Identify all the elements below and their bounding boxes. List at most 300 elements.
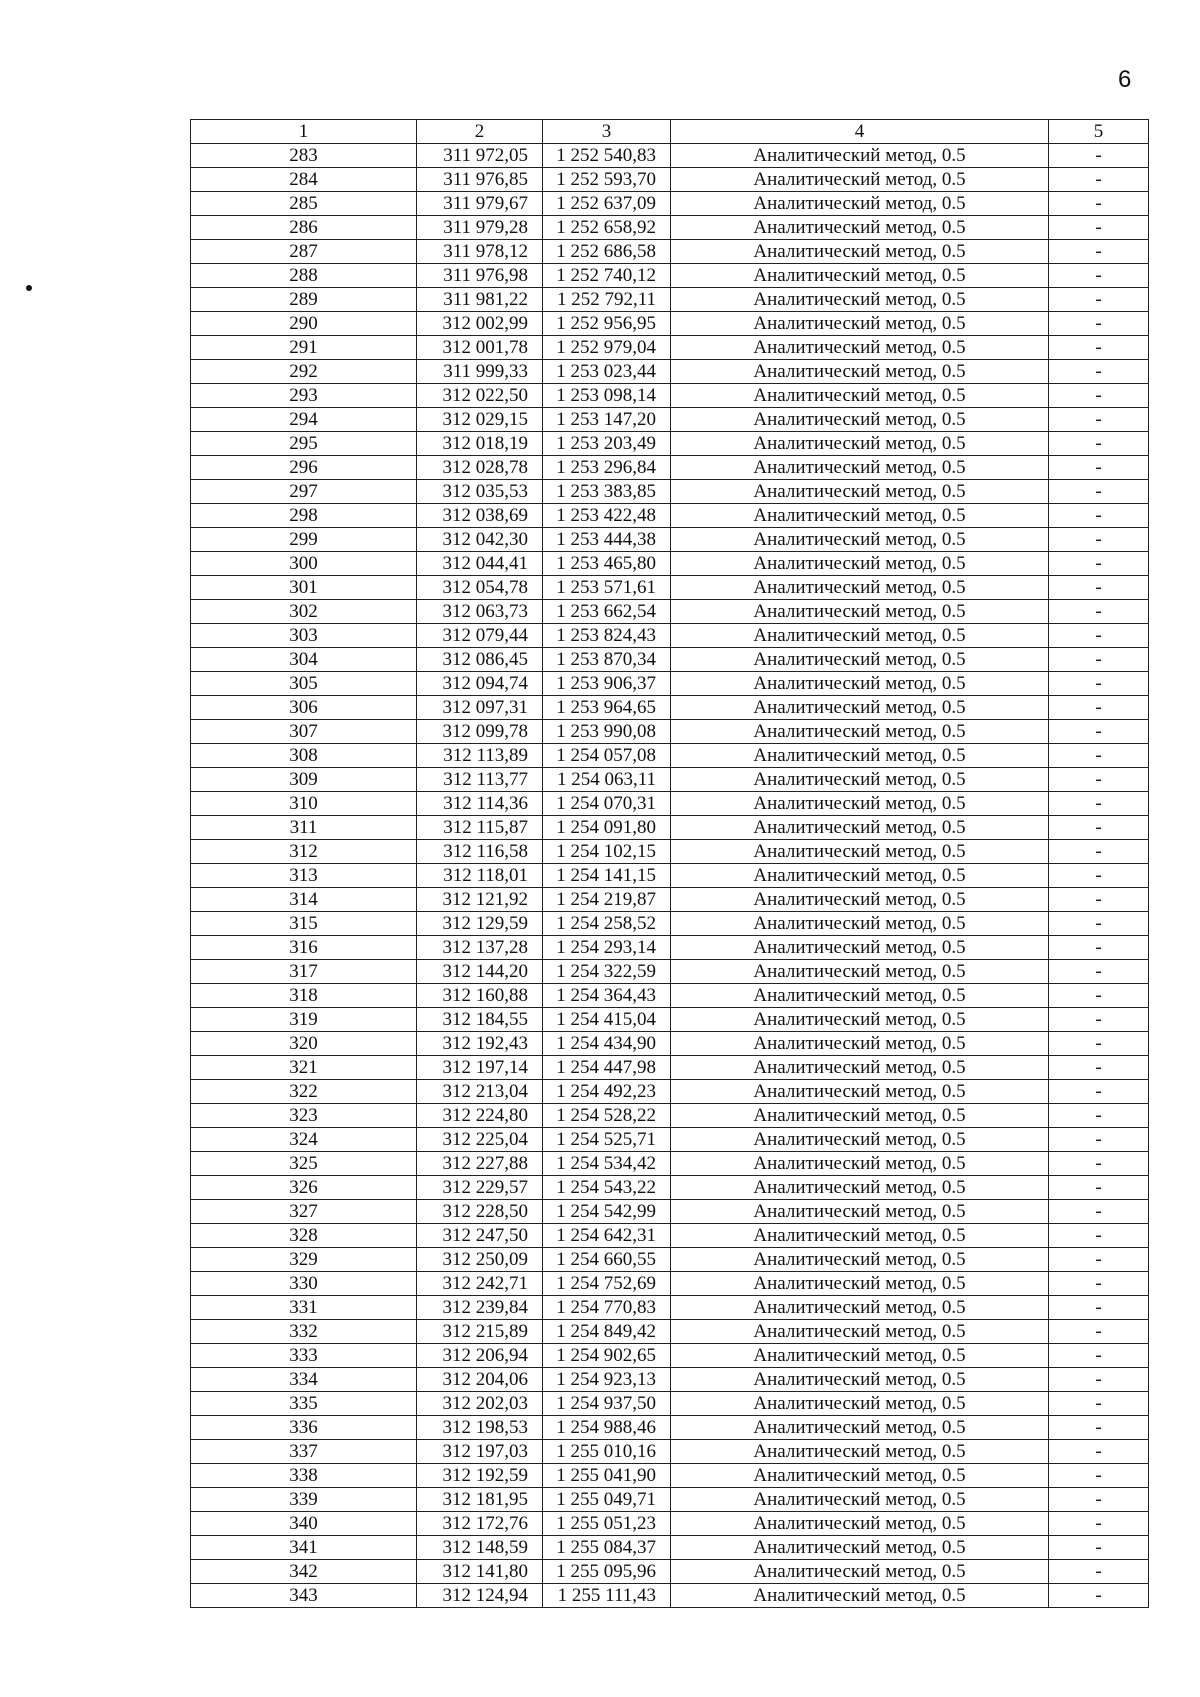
method-cell: Аналитический метод, 0.5 xyxy=(671,528,1049,552)
x-coordinate-cell: 312 141,80 xyxy=(417,1560,543,1584)
method-cell: Аналитический метод, 0.5 xyxy=(671,1416,1049,1440)
method-cell: Аналитический метод, 0.5 xyxy=(671,1152,1049,1176)
x-coordinate-cell: 312 001,78 xyxy=(417,336,543,360)
remark-cell: - xyxy=(1049,1200,1149,1224)
x-coordinate-cell: 312 038,69 xyxy=(417,504,543,528)
point-number-cell: 316 xyxy=(191,936,417,960)
table-row xyxy=(191,1584,1149,1608)
x-coordinate-cell: 312 202,03 xyxy=(417,1392,543,1416)
table-row xyxy=(191,384,1149,408)
remark-cell: - xyxy=(1049,792,1149,816)
x-coordinate-cell: 311 976,85 xyxy=(417,168,543,192)
x-coordinate-cell: 312 018,19 xyxy=(417,432,543,456)
x-coordinate-cell: 312 022,50 xyxy=(417,384,543,408)
table-row xyxy=(191,1104,1149,1128)
y-coordinate-cell: 1 252 658,92 xyxy=(543,216,671,240)
method-cell: Аналитический метод, 0.5 xyxy=(671,312,1049,336)
method-cell: Аналитический метод, 0.5 xyxy=(671,1200,1049,1224)
table-row xyxy=(191,504,1149,528)
method-cell: Аналитический метод, 0.5 xyxy=(671,672,1049,696)
remark-cell: - xyxy=(1049,1128,1149,1152)
table-row xyxy=(191,360,1149,384)
x-coordinate-cell: 312 113,77 xyxy=(417,768,543,792)
method-cell: Аналитический метод, 0.5 xyxy=(671,816,1049,840)
method-cell: Аналитический метод, 0.5 xyxy=(671,336,1049,360)
remark-cell: - xyxy=(1049,1488,1149,1512)
table-row xyxy=(191,1248,1149,1272)
x-coordinate-cell: 312 181,95 xyxy=(417,1488,543,1512)
remark-cell: - xyxy=(1049,480,1149,504)
point-number-cell: 298 xyxy=(191,504,417,528)
remark-cell: - xyxy=(1049,1320,1149,1344)
x-coordinate-cell: 312 247,50 xyxy=(417,1224,543,1248)
y-coordinate-cell: 1 254 849,42 xyxy=(543,1320,671,1344)
remark-cell: - xyxy=(1049,1056,1149,1080)
point-number-cell: 312 xyxy=(191,840,417,864)
remark-cell: - xyxy=(1049,408,1149,432)
x-coordinate-cell: 312 197,14 xyxy=(417,1056,543,1080)
column-header-5: 5 xyxy=(1049,120,1149,144)
point-number-cell: 306 xyxy=(191,696,417,720)
method-cell: Аналитический метод, 0.5 xyxy=(671,984,1049,1008)
remark-cell: - xyxy=(1049,504,1149,528)
y-coordinate-cell: 1 253 023,44 xyxy=(543,360,671,384)
y-coordinate-cell: 1 254 660,55 xyxy=(543,1248,671,1272)
point-number-cell: 303 xyxy=(191,624,417,648)
method-cell: Аналитический метод, 0.5 xyxy=(671,456,1049,480)
point-number-cell: 324 xyxy=(191,1128,417,1152)
table-row xyxy=(191,1224,1149,1248)
method-cell: Аналитический метод, 0.5 xyxy=(671,864,1049,888)
point-number-cell: 301 xyxy=(191,576,417,600)
x-coordinate-cell: 312 172,76 xyxy=(417,1512,543,1536)
remark-cell: - xyxy=(1049,192,1149,216)
remark-cell: - xyxy=(1049,816,1149,840)
table-row xyxy=(191,1344,1149,1368)
point-number-cell: 288 xyxy=(191,264,417,288)
x-coordinate-cell: 311 972,05 xyxy=(417,144,543,168)
remark-cell: - xyxy=(1049,144,1149,168)
point-number-cell: 327 xyxy=(191,1200,417,1224)
x-coordinate-cell: 312 215,89 xyxy=(417,1320,543,1344)
table-row xyxy=(191,888,1149,912)
method-cell: Аналитический метод, 0.5 xyxy=(671,168,1049,192)
point-number-cell: 286 xyxy=(191,216,417,240)
x-coordinate-cell: 312 213,04 xyxy=(417,1080,543,1104)
method-cell: Аналитический метод, 0.5 xyxy=(671,144,1049,168)
x-coordinate-cell: 312 063,73 xyxy=(417,600,543,624)
point-number-cell: 305 xyxy=(191,672,417,696)
remark-cell: - xyxy=(1049,744,1149,768)
point-number-cell: 297 xyxy=(191,480,417,504)
x-coordinate-cell: 312 028,78 xyxy=(417,456,543,480)
y-coordinate-cell: 1 254 902,65 xyxy=(543,1344,671,1368)
remark-cell: - xyxy=(1049,1392,1149,1416)
point-number-cell: 292 xyxy=(191,360,417,384)
point-number-cell: 322 xyxy=(191,1080,417,1104)
y-coordinate-cell: 1 253 422,48 xyxy=(543,504,671,528)
y-coordinate-cell: 1 254 070,31 xyxy=(543,792,671,816)
page-number: 6 xyxy=(1118,66,1132,93)
method-cell: Аналитический метод, 0.5 xyxy=(671,480,1049,504)
remark-cell: - xyxy=(1049,264,1149,288)
table-row xyxy=(191,1464,1149,1488)
table-row xyxy=(191,1416,1149,1440)
table-row xyxy=(191,336,1149,360)
x-coordinate-cell: 312 099,78 xyxy=(417,720,543,744)
point-number-cell: 289 xyxy=(191,288,417,312)
point-number-cell: 339 xyxy=(191,1488,417,1512)
remark-cell: - xyxy=(1049,720,1149,744)
table-row xyxy=(191,1176,1149,1200)
point-number-cell: 294 xyxy=(191,408,417,432)
x-coordinate-cell: 312 137,28 xyxy=(417,936,543,960)
remark-cell: - xyxy=(1049,1296,1149,1320)
x-coordinate-cell: 312 113,89 xyxy=(417,744,543,768)
remark-cell: - xyxy=(1049,288,1149,312)
y-coordinate-cell: 1 253 824,43 xyxy=(543,624,671,648)
remark-cell: - xyxy=(1049,456,1149,480)
method-cell: Аналитический метод, 0.5 xyxy=(671,888,1049,912)
method-cell: Аналитический метод, 0.5 xyxy=(671,192,1049,216)
x-coordinate-cell: 312 227,88 xyxy=(417,1152,543,1176)
table-row xyxy=(191,864,1149,888)
table-row xyxy=(191,1152,1149,1176)
table-row xyxy=(191,1488,1149,1512)
y-coordinate-cell: 1 254 988,46 xyxy=(543,1416,671,1440)
remark-cell: - xyxy=(1049,1248,1149,1272)
remark-cell: - xyxy=(1049,1344,1149,1368)
column-header-1: 1 xyxy=(191,120,417,144)
method-cell: Аналитический метод, 0.5 xyxy=(671,720,1049,744)
y-coordinate-cell: 1 254 415,04 xyxy=(543,1008,671,1032)
method-cell: Аналитический метод, 0.5 xyxy=(671,840,1049,864)
y-coordinate-cell: 1 255 049,71 xyxy=(543,1488,671,1512)
remark-cell: - xyxy=(1049,1272,1149,1296)
x-coordinate-cell: 312 042,30 xyxy=(417,528,543,552)
y-coordinate-cell: 1 254 534,42 xyxy=(543,1152,671,1176)
point-number-cell: 313 xyxy=(191,864,417,888)
y-coordinate-cell: 1 253 383,85 xyxy=(543,480,671,504)
point-number-cell: 323 xyxy=(191,1104,417,1128)
remark-cell: - xyxy=(1049,1176,1149,1200)
remark-cell: - xyxy=(1049,624,1149,648)
x-coordinate-cell: 312 198,53 xyxy=(417,1416,543,1440)
method-cell: Аналитический метод, 0.5 xyxy=(671,1176,1049,1200)
remark-cell: - xyxy=(1049,1536,1149,1560)
table-row xyxy=(191,528,1149,552)
point-number-cell: 283 xyxy=(191,144,417,168)
remark-cell: - xyxy=(1049,240,1149,264)
point-number-cell: 311 xyxy=(191,816,417,840)
table-row xyxy=(191,1536,1149,1560)
point-number-cell: 309 xyxy=(191,768,417,792)
point-number-cell: 293 xyxy=(191,384,417,408)
remark-cell: - xyxy=(1049,1464,1149,1488)
method-cell: Аналитический метод, 0.5 xyxy=(671,936,1049,960)
table-row xyxy=(191,1080,1149,1104)
y-coordinate-cell: 1 254 258,52 xyxy=(543,912,671,936)
remark-cell: - xyxy=(1049,1104,1149,1128)
y-coordinate-cell: 1 255 084,37 xyxy=(543,1536,671,1560)
remark-cell: - xyxy=(1049,768,1149,792)
x-coordinate-cell: 311 979,67 xyxy=(417,192,543,216)
y-coordinate-cell: 1 254 543,22 xyxy=(543,1176,671,1200)
method-cell: Аналитический метод, 0.5 xyxy=(671,1128,1049,1152)
table-row xyxy=(191,1272,1149,1296)
table-row xyxy=(191,1392,1149,1416)
y-coordinate-cell: 1 254 434,90 xyxy=(543,1032,671,1056)
method-cell: Аналитический метод, 0.5 xyxy=(671,1008,1049,1032)
x-coordinate-cell: 312 118,01 xyxy=(417,864,543,888)
table-body xyxy=(191,144,1149,1608)
method-cell: Аналитический метод, 0.5 xyxy=(671,1032,1049,1056)
remark-cell: - xyxy=(1049,1080,1149,1104)
y-coordinate-cell: 1 253 990,08 xyxy=(543,720,671,744)
method-cell: Аналитический метод, 0.5 xyxy=(671,1296,1049,1320)
table-row xyxy=(191,1008,1149,1032)
coordinates-table xyxy=(190,119,1149,1608)
table-row xyxy=(191,1512,1149,1536)
table-row xyxy=(191,456,1149,480)
y-coordinate-cell: 1 252 740,12 xyxy=(543,264,671,288)
y-coordinate-cell: 1 254 447,98 xyxy=(543,1056,671,1080)
table-row xyxy=(191,1560,1149,1584)
point-number-cell: 284 xyxy=(191,168,417,192)
remark-cell: - xyxy=(1049,384,1149,408)
header-row xyxy=(191,120,1149,144)
remark-cell: - xyxy=(1049,912,1149,936)
point-number-cell: 340 xyxy=(191,1512,417,1536)
point-number-cell: 321 xyxy=(191,1056,417,1080)
x-coordinate-cell: 312 079,44 xyxy=(417,624,543,648)
x-coordinate-cell: 312 116,58 xyxy=(417,840,543,864)
remark-cell: - xyxy=(1049,1224,1149,1248)
x-coordinate-cell: 312 002,99 xyxy=(417,312,543,336)
y-coordinate-cell: 1 253 870,34 xyxy=(543,648,671,672)
table-row xyxy=(191,600,1149,624)
x-coordinate-cell: 312 239,84 xyxy=(417,1296,543,1320)
remark-cell: - xyxy=(1049,600,1149,624)
x-coordinate-cell: 311 978,12 xyxy=(417,240,543,264)
remark-cell: - xyxy=(1049,1440,1149,1464)
x-coordinate-cell: 312 192,43 xyxy=(417,1032,543,1056)
remark-cell: - xyxy=(1049,1584,1149,1608)
x-coordinate-cell: 312 225,04 xyxy=(417,1128,543,1152)
point-number-cell: 336 xyxy=(191,1416,417,1440)
method-cell: Аналитический метод, 0.5 xyxy=(671,408,1049,432)
x-coordinate-cell: 312 029,15 xyxy=(417,408,543,432)
method-cell: Аналитический метод, 0.5 xyxy=(671,1464,1049,1488)
point-number-cell: 300 xyxy=(191,552,417,576)
method-cell: Аналитический метод, 0.5 xyxy=(671,1560,1049,1584)
table-row xyxy=(191,1296,1149,1320)
table-row xyxy=(191,192,1149,216)
point-number-cell: 343 xyxy=(191,1584,417,1608)
y-coordinate-cell: 1 252 540,83 xyxy=(543,144,671,168)
y-coordinate-cell: 1 254 525,71 xyxy=(543,1128,671,1152)
table-row xyxy=(191,1320,1149,1344)
method-cell: Аналитический метод, 0.5 xyxy=(671,1056,1049,1080)
table-row xyxy=(191,240,1149,264)
table-row xyxy=(191,1368,1149,1392)
method-cell: Аналитический метод, 0.5 xyxy=(671,1320,1049,1344)
x-coordinate-cell: 312 144,20 xyxy=(417,960,543,984)
method-cell: Аналитический метод, 0.5 xyxy=(671,600,1049,624)
table-row xyxy=(191,288,1149,312)
method-cell: Аналитический метод, 0.5 xyxy=(671,648,1049,672)
point-number-cell: 333 xyxy=(191,1344,417,1368)
remark-cell: - xyxy=(1049,1152,1149,1176)
x-coordinate-cell: 312 229,57 xyxy=(417,1176,543,1200)
x-coordinate-cell: 312 148,59 xyxy=(417,1536,543,1560)
x-coordinate-cell: 311 976,98 xyxy=(417,264,543,288)
x-coordinate-cell: 312 224,80 xyxy=(417,1104,543,1128)
method-cell: Аналитический метод, 0.5 xyxy=(671,216,1049,240)
table-row xyxy=(191,936,1149,960)
table-row xyxy=(191,1440,1149,1464)
x-coordinate-cell: 312 250,09 xyxy=(417,1248,543,1272)
point-number-cell: 285 xyxy=(191,192,417,216)
remark-cell: - xyxy=(1049,1512,1149,1536)
remark-cell: - xyxy=(1049,336,1149,360)
point-number-cell: 337 xyxy=(191,1440,417,1464)
point-number-cell: 310 xyxy=(191,792,417,816)
table-row xyxy=(191,744,1149,768)
column-header-4: 4 xyxy=(671,120,1049,144)
y-coordinate-cell: 1 254 937,50 xyxy=(543,1392,671,1416)
y-coordinate-cell: 1 252 792,11 xyxy=(543,288,671,312)
y-coordinate-cell: 1 254 770,83 xyxy=(543,1296,671,1320)
method-cell: Аналитический метод, 0.5 xyxy=(671,1104,1049,1128)
y-coordinate-cell: 1 252 979,04 xyxy=(543,336,671,360)
table-row xyxy=(191,792,1149,816)
point-number-cell: 338 xyxy=(191,1464,417,1488)
method-cell: Аналитический метод, 0.5 xyxy=(671,504,1049,528)
x-coordinate-cell: 312 086,45 xyxy=(417,648,543,672)
y-coordinate-cell: 1 253 296,84 xyxy=(543,456,671,480)
y-coordinate-cell: 1 254 063,11 xyxy=(543,768,671,792)
x-coordinate-cell: 312 184,55 xyxy=(417,1008,543,1032)
table-row xyxy=(191,432,1149,456)
x-coordinate-cell: 312 206,94 xyxy=(417,1344,543,1368)
scan-dot-mark xyxy=(26,285,32,291)
point-number-cell: 319 xyxy=(191,1008,417,1032)
method-cell: Аналитический метод, 0.5 xyxy=(671,696,1049,720)
y-coordinate-cell: 1 254 642,31 xyxy=(543,1224,671,1248)
remark-cell: - xyxy=(1049,1368,1149,1392)
remark-cell: - xyxy=(1049,312,1149,336)
y-coordinate-cell: 1 254 293,14 xyxy=(543,936,671,960)
remark-cell: - xyxy=(1049,672,1149,696)
remark-cell: - xyxy=(1049,432,1149,456)
method-cell: Аналитический метод, 0.5 xyxy=(671,288,1049,312)
x-coordinate-cell: 312 054,78 xyxy=(417,576,543,600)
point-number-cell: 326 xyxy=(191,1176,417,1200)
x-coordinate-cell: 312 094,74 xyxy=(417,672,543,696)
point-number-cell: 299 xyxy=(191,528,417,552)
method-cell: Аналитический метод, 0.5 xyxy=(671,792,1049,816)
remark-cell: - xyxy=(1049,168,1149,192)
x-coordinate-cell: 312 160,88 xyxy=(417,984,543,1008)
point-number-cell: 325 xyxy=(191,1152,417,1176)
remark-cell: - xyxy=(1049,984,1149,1008)
y-coordinate-cell: 1 253 964,65 xyxy=(543,696,671,720)
y-coordinate-cell: 1 253 203,49 xyxy=(543,432,671,456)
y-coordinate-cell: 1 254 492,23 xyxy=(543,1080,671,1104)
table-row xyxy=(191,816,1149,840)
table-row xyxy=(191,480,1149,504)
point-number-cell: 328 xyxy=(191,1224,417,1248)
y-coordinate-cell: 1 252 593,70 xyxy=(543,168,671,192)
point-number-cell: 308 xyxy=(191,744,417,768)
table-row xyxy=(191,984,1149,1008)
y-coordinate-cell: 1 253 098,14 xyxy=(543,384,671,408)
point-number-cell: 291 xyxy=(191,336,417,360)
y-coordinate-cell: 1 254 322,59 xyxy=(543,960,671,984)
method-cell: Аналитический метод, 0.5 xyxy=(671,360,1049,384)
x-coordinate-cell: 312 121,92 xyxy=(417,888,543,912)
method-cell: Аналитический метод, 0.5 xyxy=(671,768,1049,792)
table-row xyxy=(191,312,1149,336)
x-coordinate-cell: 312 192,59 xyxy=(417,1464,543,1488)
method-cell: Аналитический метод, 0.5 xyxy=(671,1080,1049,1104)
method-cell: Аналитический метод, 0.5 xyxy=(671,1344,1049,1368)
point-number-cell: 329 xyxy=(191,1248,417,1272)
x-coordinate-cell: 312 114,36 xyxy=(417,792,543,816)
table-row xyxy=(191,768,1149,792)
point-number-cell: 302 xyxy=(191,600,417,624)
point-number-cell: 314 xyxy=(191,888,417,912)
x-coordinate-cell: 312 124,94 xyxy=(417,1584,543,1608)
y-coordinate-cell: 1 253 906,37 xyxy=(543,672,671,696)
table-row xyxy=(191,144,1149,168)
method-cell: Аналитический метод, 0.5 xyxy=(671,1368,1049,1392)
x-coordinate-cell: 312 035,53 xyxy=(417,480,543,504)
point-number-cell: 290 xyxy=(191,312,417,336)
y-coordinate-cell: 1 254 141,15 xyxy=(543,864,671,888)
x-coordinate-cell: 312 197,03 xyxy=(417,1440,543,1464)
remark-cell: - xyxy=(1049,960,1149,984)
method-cell: Аналитический метод, 0.5 xyxy=(671,1512,1049,1536)
point-number-cell: 331 xyxy=(191,1296,417,1320)
column-header-2: 2 xyxy=(417,120,543,144)
x-coordinate-cell: 312 115,87 xyxy=(417,816,543,840)
point-number-cell: 334 xyxy=(191,1368,417,1392)
point-number-cell: 341 xyxy=(191,1536,417,1560)
remark-cell: - xyxy=(1049,360,1149,384)
method-cell: Аналитический метод, 0.5 xyxy=(671,1440,1049,1464)
remark-cell: - xyxy=(1049,216,1149,240)
method-cell: Аналитический метод, 0.5 xyxy=(671,1272,1049,1296)
y-coordinate-cell: 1 255 111,43 xyxy=(543,1584,671,1608)
remark-cell: - xyxy=(1049,1416,1149,1440)
point-number-cell: 296 xyxy=(191,456,417,480)
remark-cell: - xyxy=(1049,936,1149,960)
x-coordinate-cell: 311 981,22 xyxy=(417,288,543,312)
method-cell: Аналитический метод, 0.5 xyxy=(671,960,1049,984)
y-coordinate-cell: 1 255 010,16 xyxy=(543,1440,671,1464)
method-cell: Аналитический метод, 0.5 xyxy=(671,1488,1049,1512)
table-row xyxy=(191,408,1149,432)
method-cell: Аналитический метод, 0.5 xyxy=(671,240,1049,264)
table-header xyxy=(191,120,1149,144)
y-coordinate-cell: 1 255 095,96 xyxy=(543,1560,671,1584)
table-row xyxy=(191,552,1149,576)
y-coordinate-cell: 1 252 686,58 xyxy=(543,240,671,264)
x-coordinate-cell: 312 204,06 xyxy=(417,1368,543,1392)
table-row xyxy=(191,672,1149,696)
